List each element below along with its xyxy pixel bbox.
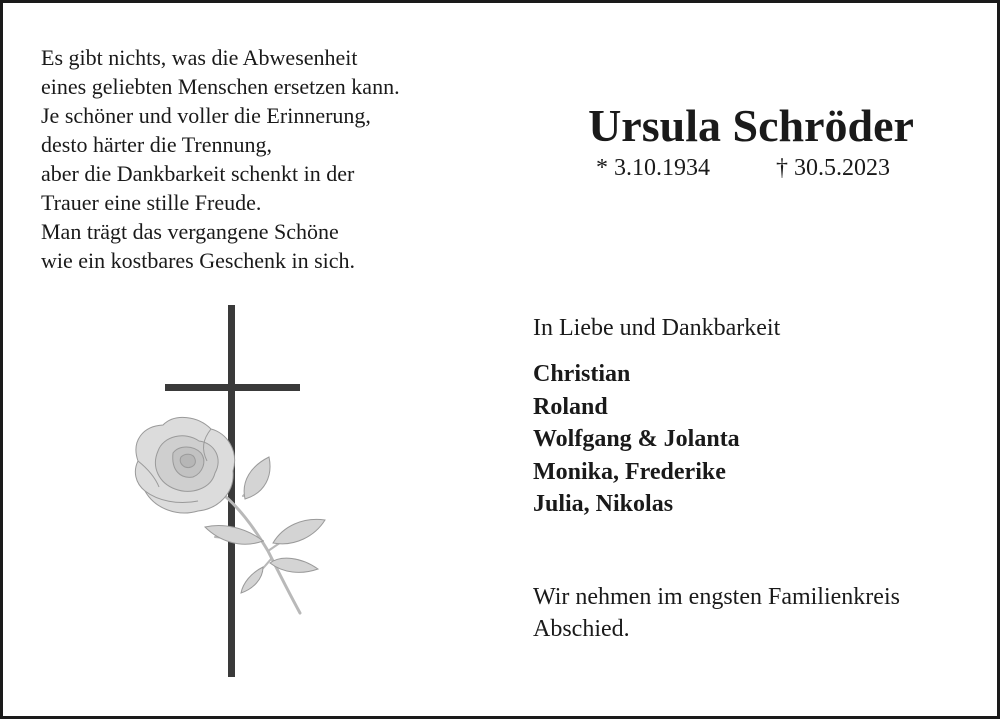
memorial-poem bbox=[41, 43, 481, 275]
poem-line: eines geliebten Menschen ersetzen kann. bbox=[41, 74, 400, 99]
death-date: † 30.5.2023 bbox=[776, 155, 890, 181]
closing-line: Wir nehmen im engsten Familienkreis bbox=[533, 584, 900, 610]
rose-icon bbox=[135, 417, 234, 513]
poem-line: aber die Dankbarkeit schenkt in der bbox=[41, 161, 355, 186]
closing-note bbox=[533, 581, 973, 645]
poem-line: Man trägt das vergangene Schöne bbox=[41, 219, 339, 244]
poem-line: wie ein kostbares Geschenk in sich. bbox=[41, 248, 356, 273]
poem-line: Es gibt nichts, was die Abwesenheit bbox=[41, 45, 358, 70]
poem-line: desto härter die Trennung, bbox=[41, 132, 272, 157]
mourner-name: Christian bbox=[533, 361, 631, 387]
closing-line: Abschied. bbox=[533, 616, 630, 642]
mourner-name: Roland bbox=[533, 393, 608, 420]
deceased-name: Ursula Schröder bbox=[588, 100, 914, 151]
mourner-name: Julia, Nikolas bbox=[533, 491, 674, 517]
mourners-list bbox=[533, 358, 740, 521]
birth-date: * 3.10.1934 bbox=[596, 155, 710, 181]
poem-line: Je schöner und voller die Erinnerung, bbox=[41, 103, 371, 128]
mourner-name: Wolfgang & Jolanta bbox=[533, 426, 740, 452]
mourner-name: Monika, Frederike bbox=[533, 458, 726, 485]
cross-with-rose-icon bbox=[123, 301, 343, 681]
poem-line: Trauer eine stille Freude. bbox=[41, 190, 262, 215]
mourners-intro: In Liebe und Dankbarkeit bbox=[533, 315, 781, 341]
